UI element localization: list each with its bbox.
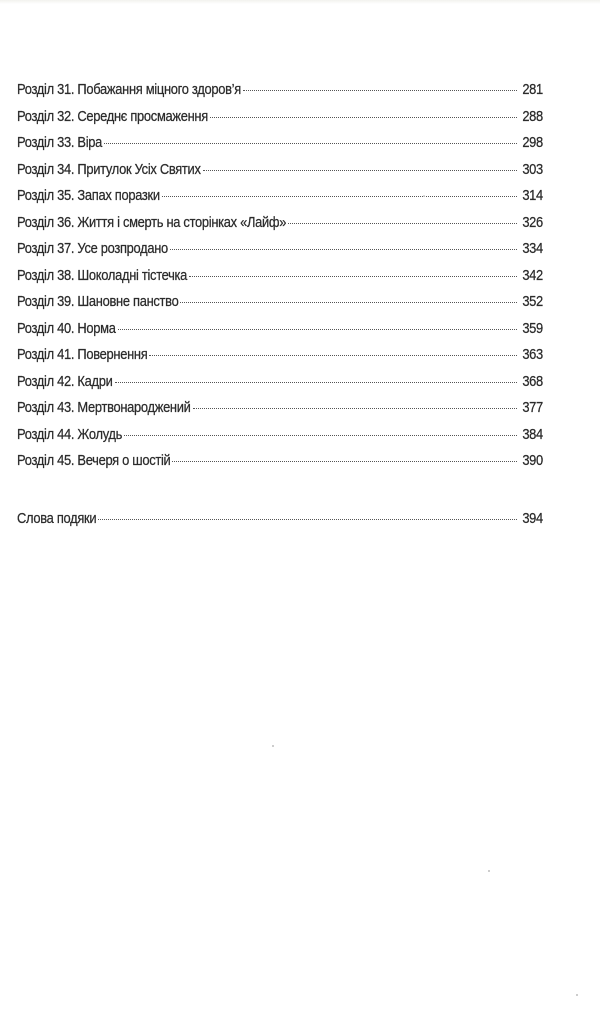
toc-entry-title (17, 450, 170, 472)
toc-entry-title (17, 424, 122, 446)
dot-leader (203, 169, 517, 171)
toc-entry-page-number: 288 (521, 107, 543, 125)
toc-entry-chapter-33[interactable] (17, 132, 543, 159)
toc-entry-page-number: 342 (521, 266, 543, 284)
toc-entry-page-number: 326 (521, 213, 543, 231)
toc-entry-page (519, 344, 543, 366)
toc-entry-page-number: 377 (521, 399, 543, 416)
toc-entry-title-text: Розділ 35. Запах поразки (17, 187, 160, 204)
toc-entry-page (519, 508, 543, 530)
toc-entry-page (519, 424, 543, 446)
dot-leader (170, 248, 517, 250)
toc-entry-page (519, 159, 543, 181)
toc-entry-page (519, 185, 543, 207)
toc-entry-title-text: Розділ 37. Усе розпродано (17, 240, 168, 257)
toc-entry-page-number: 384 (521, 425, 543, 443)
toc-entry-page (519, 318, 543, 340)
toc-entry-page (519, 132, 543, 154)
toc-entry-chapter-36[interactable] (17, 212, 543, 239)
toc-entry-chapter-43[interactable] (17, 397, 543, 424)
toc-entry-page-number: 281 (521, 81, 543, 98)
toc-entry-chapter-37[interactable] (17, 238, 543, 265)
toc-entry-title (17, 132, 102, 154)
toc-entry-page-number: 352 (521, 293, 543, 310)
toc-entry-title (17, 265, 187, 287)
toc-entry-page (519, 212, 543, 234)
toc-entry-title-text: Розділ 43. Мертвонароджений (17, 399, 191, 416)
dot-leader (180, 301, 516, 303)
toc-entry-page (519, 106, 543, 128)
toc-entry-chapter-40[interactable] (17, 318, 543, 345)
toc-entry-page (519, 291, 543, 313)
toc-entry-title (17, 106, 208, 128)
toc-entry-title-text: Розділ 36. Життя і смерть на сторінках «Лайф» (17, 213, 287, 231)
toc-entry-page-number: 394 (521, 509, 543, 527)
toc-entry-page-number: 298 (521, 134, 543, 151)
toc-entry-title (17, 291, 178, 313)
toc-entry-page-number: 390 (521, 452, 543, 469)
toc-entry-page (519, 450, 543, 472)
dot-leader (288, 222, 516, 224)
toc-entry-chapter-35[interactable] (17, 185, 543, 212)
scan-speck (423, 195, 425, 197)
page-top-edge (0, 0, 600, 4)
toc-entry-title-text: Розділ 38. Шоколадні тістечка (17, 266, 188, 284)
toc-entry-title (17, 79, 241, 101)
dot-leader (210, 116, 517, 118)
dot-leader (172, 460, 516, 462)
toc-entry-title-text: Розділ 31. Побажання міцного здоров’я (17, 81, 241, 98)
toc-entry-title-text: Розділ 41. Повернення (17, 346, 148, 363)
dot-leader (193, 407, 517, 409)
toc-entry-chapter-41[interactable] (17, 344, 543, 371)
toc-entry-acknowledgements[interactable] (17, 508, 543, 535)
toc-entry-chapter-44[interactable] (17, 424, 543, 451)
toc-entry-chapter-31[interactable] (17, 79, 543, 106)
dot-leader (98, 518, 516, 520)
toc-entry-chapter-38[interactable] (17, 265, 543, 292)
scan-speck (272, 745, 274, 747)
toc-entry-page-number: 334 (521, 240, 543, 257)
toc-entry-title (17, 212, 286, 234)
toc-entry-page (519, 79, 543, 101)
toc-entry-title-text: Розділ 32. Середнє просмаження (17, 107, 208, 125)
dot-leader (118, 328, 517, 330)
toc-entry-title (17, 318, 116, 340)
toc-entry-chapter-34[interactable] (17, 159, 543, 186)
toc-entry-title (17, 344, 147, 366)
toc-entry-title-text: Розділ 34. Притулок Усіх Святих (17, 160, 201, 178)
toc-entry-chapter-39[interactable] (17, 291, 543, 318)
toc-entry-title-text: Слова подяки (17, 509, 97, 527)
dot-leader (149, 354, 516, 356)
toc-entry-chapter-32[interactable] (17, 106, 543, 133)
toc-entry-title (17, 159, 201, 181)
toc-entry-page-number: 314 (521, 187, 543, 204)
toc-entry-page-number: 359 (521, 319, 543, 337)
toc-entry-title (17, 238, 168, 260)
toc-entry-title-text: Розділ 42. Кадри (17, 372, 113, 390)
toc-entry-title (17, 397, 191, 419)
toc-entry-page-number: 368 (521, 372, 543, 390)
toc-entry-title-text: Розділ 45. Вечеря о шостій (17, 452, 171, 469)
toc-entry-title (17, 185, 160, 207)
dot-leader (124, 434, 516, 436)
dot-leader (189, 275, 516, 277)
toc-entry-page (519, 397, 543, 419)
toc-entry-title-text: Розділ 33. Віра (17, 134, 103, 151)
table-of-contents (17, 79, 543, 534)
scan-speck (488, 870, 490, 872)
toc-entry-page-number: 363 (521, 346, 543, 363)
toc-entry-page-number: 303 (521, 160, 543, 178)
dot-leader (104, 142, 516, 144)
toc-entry-page (519, 265, 543, 287)
toc-entry-title-text: Розділ 40. Норма (17, 319, 116, 337)
dot-leader (162, 195, 517, 197)
toc-entry-title (17, 371, 113, 393)
dot-leader (115, 381, 517, 383)
toc-entry-chapter-45[interactable] (17, 450, 543, 477)
toc-entry-page (519, 371, 543, 393)
dot-leader (243, 89, 517, 91)
toc-entry-page (519, 238, 543, 260)
toc-entry-title (17, 508, 96, 530)
scan-speck (576, 994, 578, 996)
toc-entry-title-text: Розділ 44. Жолудь (17, 425, 123, 443)
toc-entry-chapter-42[interactable] (17, 371, 543, 398)
toc-entry-title-text: Розділ 39. Шановне панство (17, 293, 179, 310)
